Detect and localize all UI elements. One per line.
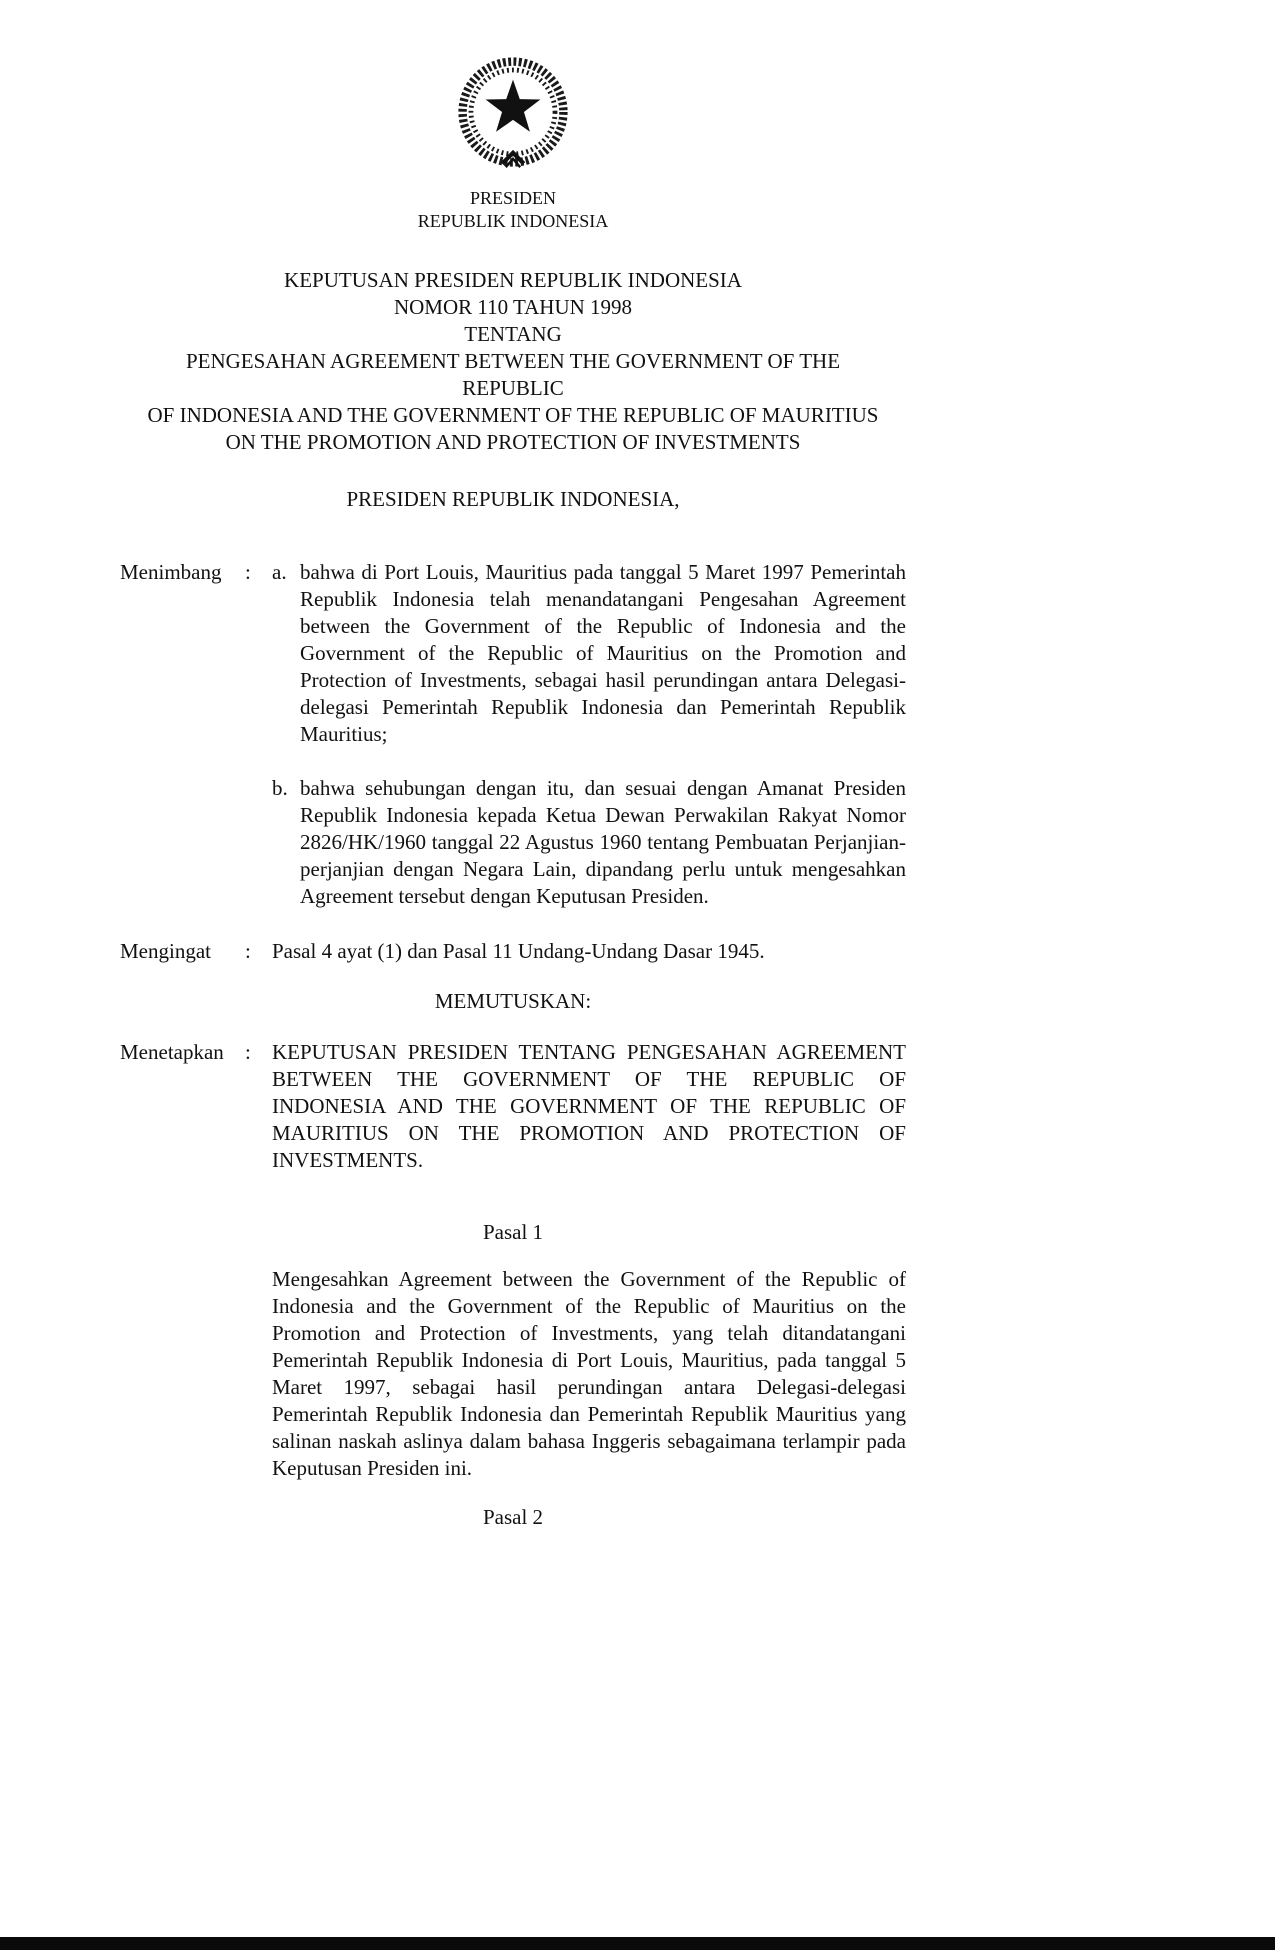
article-2-heading: Pasal 2 — [482, 1505, 544, 1529]
title-line-3: TENTANG — [464, 322, 562, 346]
title-line-5: REPUBLIC — [462, 376, 564, 400]
decision-heading: MEMUTUSKAN: — [434, 989, 592, 1013]
title-line-2: NOMOR 110 TAHUN 1998 — [393, 295, 633, 319]
consideration-item-b — [272, 775, 906, 910]
legal-basis-label: Mengingat — [120, 939, 211, 963]
article-1-body: Mengesahkan Agreement between the Government of the Republic of Indonesia and the Government of the Republic of Mauritius on the Promotion and Protection of Investments, yang telah ditandatangani Pemerintah Republik Indonesia di Port Louis, Mauritius, pada tanggal 5 Maret 1997, sebagai hasil perundingan antara Delegasi-delegasi Pemerintah Republik Indonesia dan Pemerintah Republik Mauritius yang salinan naskah aslinya dalam bahasa Inggeris sebagaimana terlampir pada Keputusan Presiden ini. — [272, 1267, 906, 1480]
consideration-marker-a: a. — [272, 560, 287, 584]
article-pasal-1 — [120, 1219, 906, 1482]
enactment-colon: : — [245, 1040, 251, 1064]
consideration-text-a: bahwa di Port Louis, Mauritius pada tanggal 5 Maret 1997 Pemerintah Republik Indonesia telah menandatangani Pengesahan Agreement between the Government of the Republic of Indonesia and the Government of the Republic of Mauritius on the Promotion and Protection of Investments, sebagai hasil perundingan antara Delegasi-delegasi Pemerintah Republik Indonesia dan Pemerintah Republik Mauritius; — [300, 560, 906, 746]
title-line-1: KEPUTUSAN PRESIDEN REPUBLIK INDONESIA — [284, 268, 742, 292]
document-content — [120, 52, 906, 1531]
considerations-label: Menimbang — [120, 560, 222, 584]
clauses — [120, 559, 906, 1531]
title-line-7: ON THE PROMOTION AND PROTECTION OF INVESTMENTS — [225, 430, 801, 454]
legal-basis-colon: : — [245, 939, 251, 963]
article-pasal-2 — [120, 1504, 906, 1531]
legal-basis-section — [120, 938, 906, 965]
title-line-6: OF INDONESIA AND THE GOVERNMENT OF THE REPUBLIC OF MAURITIUS — [147, 403, 879, 427]
presidential-seal-icon — [452, 52, 574, 179]
enactment-label: Menetapkan — [120, 1040, 224, 1064]
consideration-text-b: bahwa sehubungan dengan itu, dan sesuai dengan Amanat Presiden Republik Indonesia kepada Ketua Dewan Perwakilan Rakyat Nomor 2826/HK/1960 tanggal 22 Agustus 1960 tentang Pembuatan Perjanjian-perjanjian dengan Negara Lain, dipandang perlu untuk mengesahkan Agreement tersebut dengan Keputusan Presiden. — [300, 776, 906, 908]
considerations-body — [272, 559, 906, 910]
legal-basis-text: Pasal 4 ayat (1) dan Pasal 11 Undang-Undang Dasar 1945. — [272, 939, 765, 963]
letterhead-presiden: PRESIDEN — [469, 188, 556, 208]
salutation: PRESIDEN REPUBLIK INDONESIA, — [346, 487, 680, 511]
letterhead — [120, 187, 906, 233]
considerations-section — [120, 559, 906, 910]
letterhead-republik-indonesia: REPUBLIK INDONESIA — [417, 211, 609, 231]
scan-edge-bar — [0, 1937, 1275, 1950]
enactment-text: KEPUTUSAN PRESIDEN TENTANG PENGESAHAN AGREEMENT BETWEEN THE GOVERNMENT OF THE REPUBLIC OF INDONESIA AND THE GOVERNMENT OF THE REPUBLIC OF MAURITIUS ON THE PROMOTION AND PROTECTION OF INVESTMENTS. — [272, 1040, 906, 1172]
enactment-section — [120, 1039, 906, 1174]
considerations-colon: : — [245, 560, 251, 584]
article-1-heading: Pasal 1 — [482, 1220, 544, 1244]
title-line-4: PENGESAHAN AGREEMENT BETWEEN THE GOVERNMENT OF THE — [185, 349, 841, 373]
decree-title — [120, 267, 906, 456]
consideration-item-a — [272, 559, 906, 748]
consideration-marker-b: b. — [272, 776, 288, 800]
